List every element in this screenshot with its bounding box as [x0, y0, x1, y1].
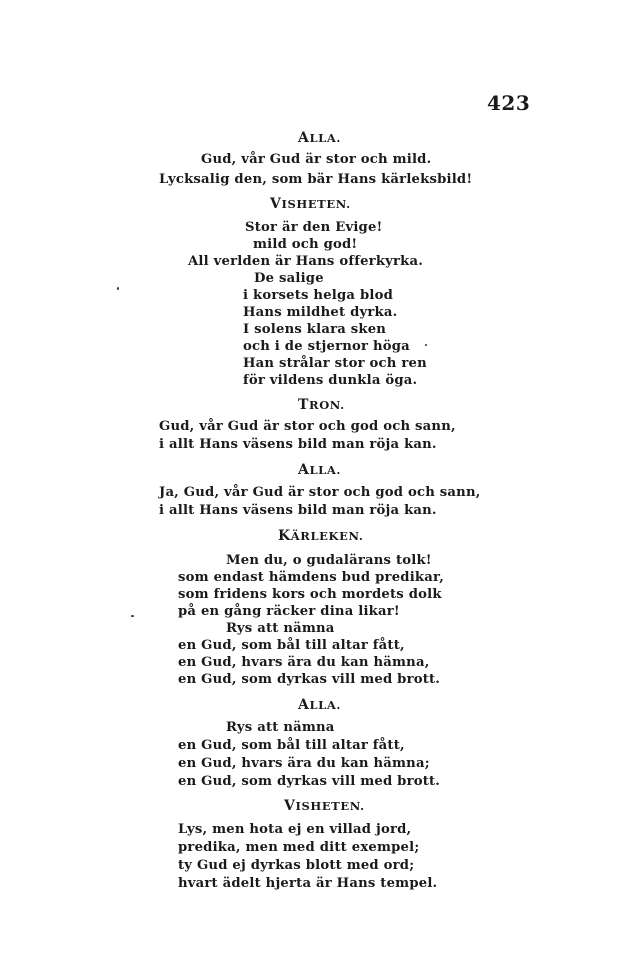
verse-line: All verlden är Hans offerkyrka. [188, 254, 424, 269]
verse-line: en Gud, som bål till altar fått, [178, 738, 405, 753]
verse-line: hvart ädelt hjerta är Hans tempel. [178, 876, 438, 891]
verse-line: Hans mildhet dyrka. [243, 305, 398, 320]
verse-line: Rys att nämna [226, 621, 335, 636]
verse-line: predika, men med ditt exempel; [178, 840, 420, 855]
heading-alla-2: ALLA. [298, 462, 341, 478]
verse-line: en Gud, som dyrkas vill med brott. [178, 672, 441, 687]
verse-line: en Gud, hvars ära du kan hämna; [178, 756, 430, 771]
verse-line: en Gud, som dyrkas vill med brott. [178, 774, 441, 789]
heading-karleken: KÄRLEKEN. [278, 528, 364, 544]
verse-line: Men du, o gudalärans tolk! [226, 553, 432, 568]
verse-line: Stor är den Evige! [245, 220, 383, 235]
print-speck [425, 344, 427, 346]
print-speck [117, 287, 119, 290]
heading-alla-1: ALLA. [298, 130, 341, 146]
verse-line: Lycksalig den, som bär Hans kärleksbild! [159, 172, 473, 187]
verse-line: Han strålar stor och ren [243, 356, 427, 371]
verse-line: på en gång räcker dina likar! [178, 604, 400, 619]
page-number: 423 [487, 91, 531, 115]
print-speck [131, 615, 134, 617]
heading-visheten-2: VISHETEN. [284, 798, 365, 814]
verse-line: I solens klara sken [243, 322, 387, 337]
verse-line: ty Gud ej dyrkas blott med ord; [178, 858, 415, 873]
verse-line: Ja, Gud, vår Gud är stor och god och sann, [159, 485, 481, 500]
verse-line: som endast hämdens bud predikar, [178, 570, 444, 585]
verse-line: Gud, vår Gud är stor och mild. [201, 152, 432, 167]
heading-visheten-1: VISHETEN. [270, 196, 351, 212]
verse-line: som fridens kors och mordets dolk [178, 587, 442, 602]
verse-line: en Gud, som bål till altar fått, [178, 638, 405, 653]
verse-line: i allt Hans väsens bild man röja kan. [159, 503, 437, 518]
verse-line: och i de stjernor höga [243, 339, 410, 354]
verse-line: en Gud, hvars ära du kan hämna, [178, 655, 430, 670]
verse-line: i korsets helga blod [243, 288, 393, 303]
verse-line: De salige [254, 271, 324, 286]
verse-line: för vildens dunkla öga. [243, 373, 418, 388]
heading-alla-3: ALLA. [298, 697, 341, 713]
verse-line: Gud, vår Gud är stor och god och sann, [159, 419, 456, 434]
verse-line: i allt Hans väsens bild man röja kan. [159, 437, 437, 452]
heading-tron: TRON. [298, 397, 345, 413]
verse-line: Lys, men hota ej en villad jord, [178, 822, 412, 837]
verse-line: mild och god! [253, 237, 358, 252]
verse-line: Rys att nämna [226, 720, 335, 735]
